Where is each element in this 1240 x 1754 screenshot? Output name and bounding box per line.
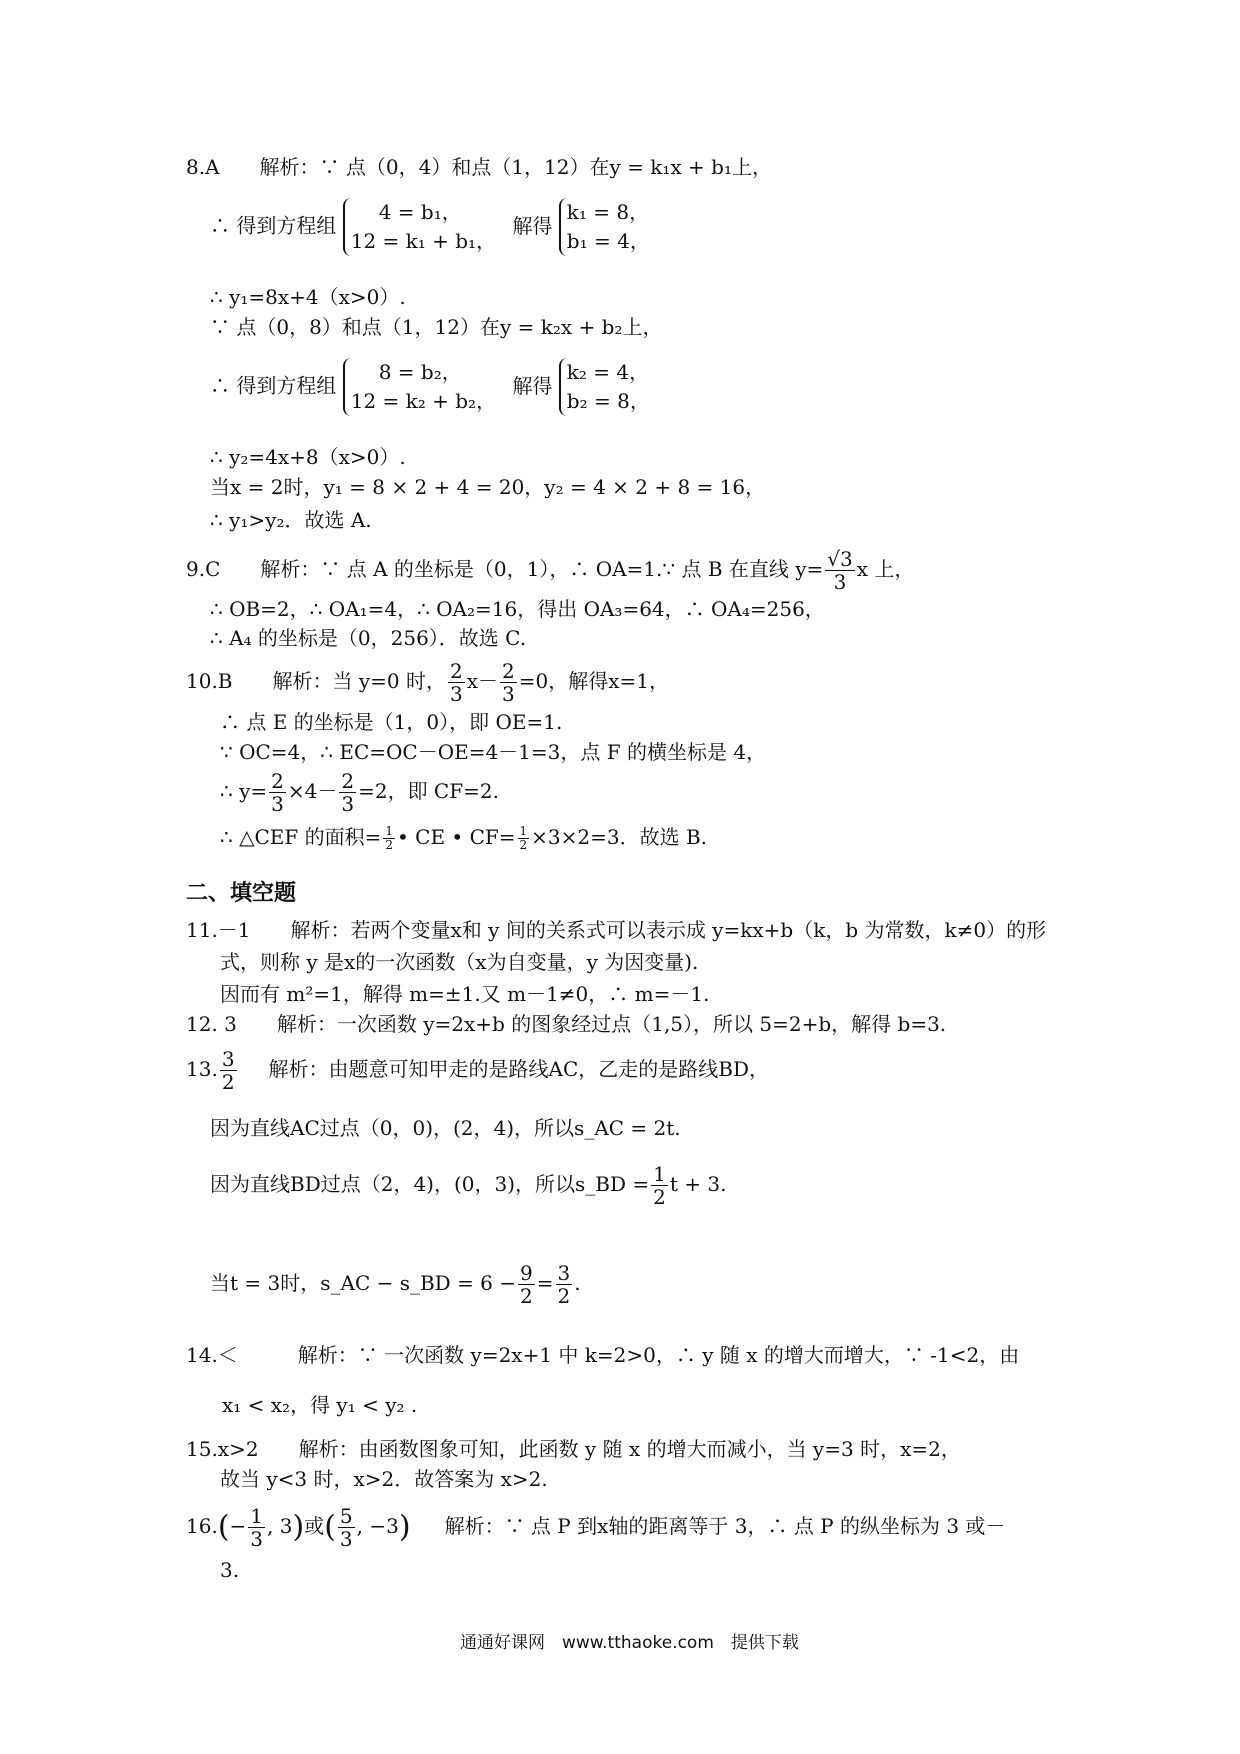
- q10-head-tail: =0，解得x=1，: [518, 669, 669, 693]
- q10-l4f1-den: 3: [271, 792, 284, 816]
- q10-line-2: ∴ 点 E 的坐标是（1，0），即 OE=1.: [220, 710, 563, 734]
- q16-p1-sign: −: [229, 1514, 247, 1538]
- q16-p2-num: 5: [339, 1504, 353, 1528]
- q15-line-2: 故当 y<3 时，x>2．故答案为 x>2.: [220, 1467, 548, 1491]
- q8-sol-1b: b₁ = 4，: [566, 229, 650, 253]
- q16-line-1: [186, 1505, 1005, 1550]
- q9-head-tail: x 上，: [856, 557, 915, 581]
- q8-system-1: [210, 198, 650, 256]
- q10-f2-num: 2: [502, 659, 515, 683]
- q13-l4b: =: [536, 1271, 554, 1295]
- q10-l5f2-den: 2: [519, 838, 528, 853]
- q8-solve-label-2: 解得: [512, 373, 553, 398]
- q13-l4f2-num: 3: [557, 1261, 571, 1285]
- q10-line-3: ∵ OC=4，∴ EC=OC－OE=4－1=3，点 F 的横坐标是 4，: [220, 740, 767, 764]
- q13-l3b: t + 3.: [669, 1172, 727, 1196]
- q13-l3-den: 2: [653, 1185, 666, 1209]
- q9-frac-num: √3: [827, 547, 853, 571]
- q8-system-1-lead: ∴ 得到方程组: [210, 213, 337, 238]
- q8-eq-1b: 12 = k₁ + b₁，: [350, 229, 497, 253]
- q9-frac-den: 3: [833, 570, 847, 594]
- q13-number: 13.: [186, 1057, 218, 1081]
- q16-p1-fraction: [248, 1505, 265, 1550]
- q8-solution-1: [559, 198, 650, 256]
- q10-l5b: • CE • CF=: [397, 825, 516, 850]
- q11-line-3: 因而有 m²=1，解得 m=±1.又 m－1≠0，∴ m=－1.: [220, 982, 710, 1006]
- q13-answer-fraction: [220, 1048, 237, 1093]
- q10-head-mid: x－: [466, 669, 499, 693]
- q13-head: [186, 1048, 769, 1093]
- q16-head-tail: 解析：∵ 点 P 到x轴的距离等于 3，∴ 点 P 的纵坐标为 3 或－: [444, 1514, 1006, 1538]
- q10-l5-fraction-2: [518, 825, 530, 852]
- q8-equations-2: [343, 358, 496, 416]
- q8-sol-2a: k₂ = 4，: [566, 360, 650, 384]
- q10-l4f2-num: 2: [341, 769, 355, 793]
- q16-or: 或: [304, 1514, 325, 1538]
- q8-equations-1: [343, 198, 496, 256]
- q11-line-1: 11.－1 解析：若两个变量x和 y 间的关系式可以表示成 y=kx+b（k，b 为常数，k≠0）的形: [186, 918, 1047, 942]
- q13-line-3: [210, 1163, 726, 1208]
- q13-l3-num: 1: [653, 1162, 666, 1186]
- q16-p2-open: (: [324, 1509, 336, 1545]
- q8-sol-2b: b₂ = 8，: [566, 389, 650, 413]
- q13-answer-num: 3: [221, 1047, 235, 1071]
- q10-l4-fraction-2: [339, 770, 356, 815]
- q13-l4-fraction-2: [556, 1262, 573, 1307]
- q8-eq-1a: 4 = b₁，: [378, 200, 462, 224]
- page-footer: 通通好课网 www.tthaoke.com 提供下载: [460, 1633, 799, 1653]
- q16-p2-tail: , −3: [356, 1514, 399, 1538]
- q10-l5f2-num: 1: [519, 824, 528, 838]
- q13-l3a: 因为直线BD过点（2，4)，(0，3)，所以s_BD =: [210, 1172, 650, 1196]
- q10-head: [186, 660, 669, 705]
- q16-p1-close: ): [292, 1509, 305, 1545]
- q10-l5a: ∴ △CEF 的面积=: [220, 825, 382, 850]
- q8-eq-2b: 12 = k₂ + b₂，: [350, 389, 497, 413]
- q15-line-1: 15.x>2 解析：由函数图象可知，此函数 y 随 x 的增大而减小，当 y=3 时，x=2，: [186, 1437, 961, 1461]
- q10-head-text: 10.B 解析：当 y=0 时，: [186, 669, 446, 693]
- q16-p2-den: 3: [339, 1527, 353, 1551]
- q9-fraction: [825, 548, 854, 593]
- q8-y2: ∴ y₂=4x+8（x>0）.: [210, 445, 406, 469]
- q13-line-2: 因为直线AC过点（0，0)，(2，4)，所以s_AC = 2t.: [210, 1116, 681, 1140]
- q13-head-text: 解析：由题意可知甲走的是路线AC，乙走的是路线BD，: [268, 1057, 770, 1081]
- q10-l4a: ∴ y=: [220, 779, 268, 803]
- q16-number: 16.: [186, 1514, 218, 1538]
- q12-line: 12. 3 解析：一次函数 y=2x+b 的图象经过点（1,5），所以 5=2+b，解得 b=3.: [186, 1012, 947, 1036]
- q10-fraction-2: [500, 660, 517, 705]
- q13-l4c: .: [574, 1271, 581, 1295]
- q8-conclusion: ∴ y₁>y₂．故选 A.: [210, 508, 372, 532]
- q13-answer-den: 2: [221, 1070, 235, 1094]
- q10-l4-fraction-1: [269, 770, 286, 815]
- q8-head: 8.A 解析：∵ 点（0，4）和点（1，12）在y = k₁x + b₁上，: [186, 155, 772, 179]
- q16-p2-close: ): [398, 1509, 411, 1545]
- q8-calc: 当x = 2时，y₁ = 8 × 2 + 4 = 20，y₂ = 4 × 2 + 8 = 16，: [210, 475, 766, 499]
- q8-system-2: [210, 358, 650, 416]
- q14-line-2: x₁ < x₂，得 y₁ < y₂ .: [222, 1393, 418, 1417]
- q10-l5f1-den: 2: [385, 838, 393, 853]
- q10-l4c: =2，即 CF=2.: [358, 779, 499, 803]
- q8-solve-label-1: 解得: [512, 213, 553, 238]
- q10-fraction-1: [448, 660, 465, 705]
- q10-f1-num: 2: [450, 659, 463, 683]
- section-title: 二、填空题: [186, 880, 297, 906]
- q13-l4-fraction-1: [518, 1262, 535, 1307]
- q13-line-4: [210, 1262, 581, 1307]
- q10-line-5: [220, 825, 707, 852]
- q8-system-2-lead: ∴ 得到方程组: [210, 373, 337, 398]
- q13-l3-fraction: [651, 1163, 668, 1208]
- q16-point-1: (: [217, 1509, 230, 1545]
- q13-l4a: 当t = 3时，s_AC − s_BD = 6 −: [210, 1271, 517, 1295]
- q16-p1-tail: , 3: [267, 1514, 293, 1538]
- q9-line-2: ∴ OB=2，∴ OA₁=4，∴ OA₂=16，得出 OA₃=64，∴ OA₄=256，: [210, 597, 825, 621]
- q11-line-2: 式，则称 y 是x的一次函数（x为自变量，y 为因变量).: [220, 950, 699, 974]
- q14-line-1: 14.＜ 解析：∵ 一次函数 y=2x+1 中 k=2>0，∴ y 随 x 的增大而增大，∵ -1<2，由: [186, 1343, 1020, 1367]
- q16-p2-fraction: [338, 1505, 355, 1550]
- q8-eq-2a: 8 = b₂，: [378, 360, 462, 384]
- q10-f1-den: 3: [450, 682, 463, 706]
- q16-p1-num: 1: [250, 1504, 264, 1528]
- q13-l4f2-den: 2: [557, 1284, 571, 1308]
- q10-line-4: [220, 770, 499, 815]
- q10-l5c: ×3×2=3．故选 B.: [531, 825, 708, 850]
- q9-head-text: 9.C 解析：∵ 点 A 的坐标是（0，1），∴ OA=1.∵ 点 B 在直线 y=: [186, 557, 824, 581]
- q10-l4f2-den: 3: [341, 792, 355, 816]
- q10-l4f1-num: 2: [271, 769, 284, 793]
- q8-solution-2: [559, 358, 650, 416]
- q16-line-2: 3.: [220, 1558, 240, 1582]
- q10-l4b: ×4－: [287, 779, 338, 803]
- q10-f2-den: 3: [502, 682, 515, 706]
- q10-l5f1-num: 1: [385, 824, 393, 838]
- q8-y1: ∴ y₁=8x+4（x>0）.: [210, 285, 406, 309]
- q16-p1-den: 3: [250, 1527, 264, 1551]
- q9-line-3: ∴ A₄ 的坐标是（0，256）．故选 C.: [210, 626, 527, 650]
- q13-l4f1-den: 2: [520, 1284, 533, 1308]
- q13-l4f1-num: 9: [520, 1261, 533, 1285]
- q10-l5-fraction-1: [383, 825, 395, 852]
- q8-sol-1a: k₁ = 8，: [566, 200, 650, 224]
- q9-head: [186, 548, 914, 593]
- q8-point-2: ∵ 点（0，8）和点（1，12）在y = k₂x + b₂上，: [210, 315, 663, 339]
